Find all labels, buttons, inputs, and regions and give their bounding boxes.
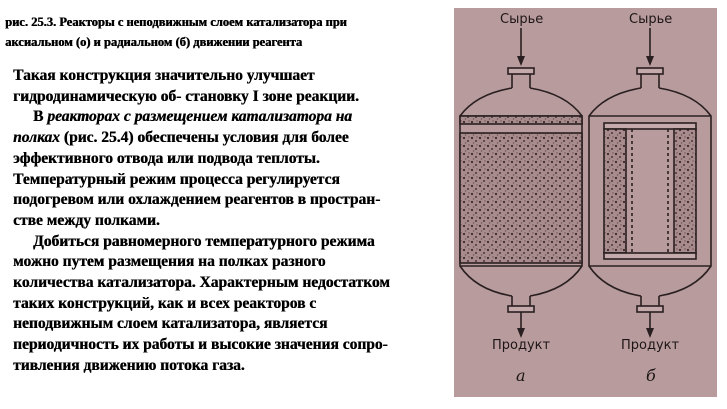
text-line: гидродинамическую об- становку I зоне реакции. — [13, 87, 359, 105]
caption-line-1: рис. 25.3. Реакторы с неподвижным слоем катализатора при — [5, 15, 347, 29]
text-line: неподвижным слоем катализатора, является — [13, 315, 328, 333]
reactor-b — [589, 28, 711, 338]
text-line: Температурный режим процесса регулируется — [13, 170, 340, 188]
feed-label-a: Сырье — [500, 12, 544, 27]
text-line — [13, 128, 453, 149]
text-run: (рис. 25.4) обеспечены условия для более — [59, 129, 349, 147]
text-line: тивления движению потока газа. — [13, 356, 245, 374]
reactor-figure — [454, 8, 717, 397]
text-line: стве между полками. — [13, 211, 160, 229]
text-line: Такая конструкция значительно улучшает — [13, 67, 315, 84]
figure-caption — [5, 12, 445, 52]
product-label-b: Продукт — [621, 338, 680, 353]
body-text — [13, 66, 453, 377]
label-a: а — [516, 366, 526, 385]
reactor-a — [460, 28, 582, 338]
label-b: б — [646, 366, 656, 385]
caption-line-2: аксиальном (о) и радиальном (б) движении реагента — [5, 35, 303, 49]
text-line: можно путем размещения на полках разного — [13, 253, 326, 271]
text-line: эффективного отвода или подвода теплоты. — [13, 149, 320, 167]
text-line: Добиться равномерного температурного режима — [33, 232, 375, 250]
text-line: количества катализатора. Характерным недостатком — [13, 274, 390, 292]
text-line: периодичность их работы и высокие значения сопро- — [13, 336, 388, 354]
text-run: В — [33, 108, 48, 126]
text-line: таких конструкций, как и всех реакторов с — [13, 294, 317, 312]
italic-term: реакторах с размещением катализатора на — [47, 108, 352, 126]
italic-term: полках — [13, 129, 60, 147]
text-line — [13, 107, 453, 128]
product-label-a: Продукт — [492, 338, 551, 353]
text-line: подогревом или охлаждением реагентов в простран- — [13, 191, 381, 209]
feed-label-b: Сырье — [629, 12, 673, 27]
